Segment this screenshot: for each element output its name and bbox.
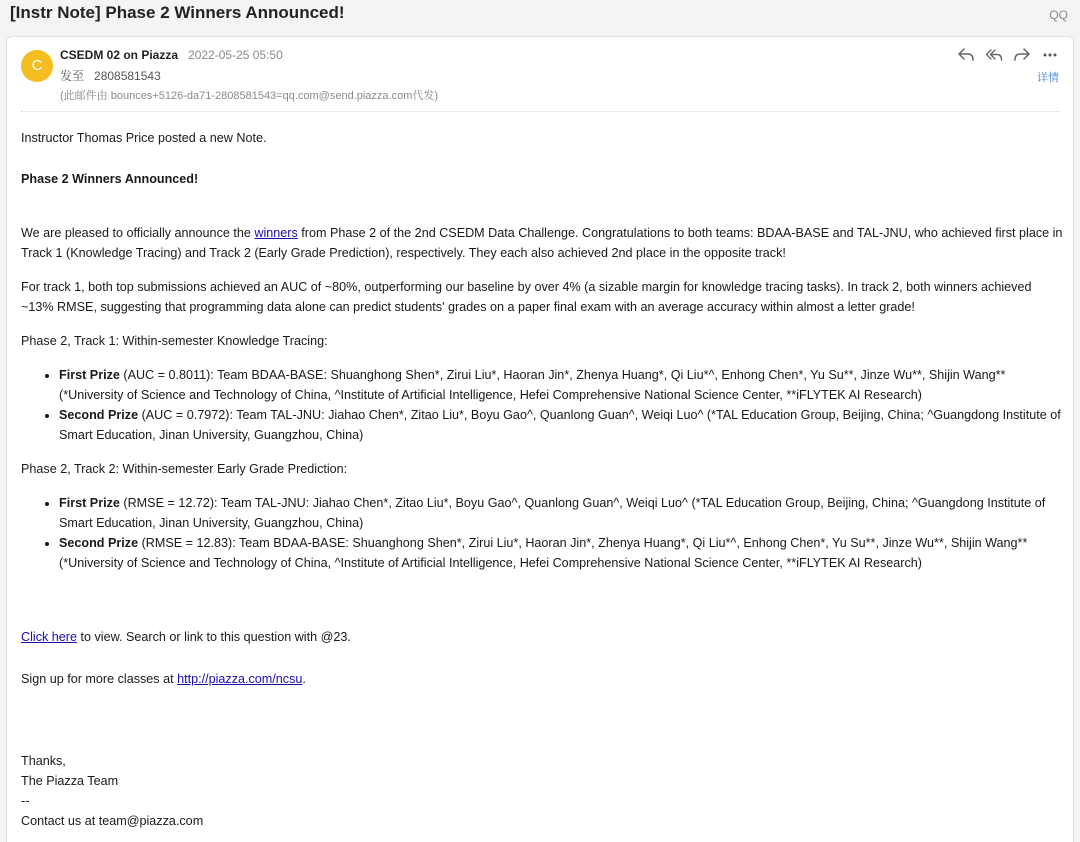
subject-bar bbox=[0, 0, 1080, 34]
contact-line: Contact us at team@piazza.com bbox=[21, 814, 204, 828]
list-item: • First Prize (RMSE = 12.72): Team TAL-JNU: Jiahao Chen*, Zitao Liu*, Boyu Gao^, Quanlong Guan^, Weiqi Luo^ (*TAL Education Group, Beijing, China; ^Guangdong Institute of Smart Education, Jinan University, Guangzhou, China) bbox=[59, 493, 1063, 533]
recipient-label: 发至 bbox=[60, 69, 85, 83]
announcement-paragraph: We are pleased to officially announce the winners from Phase 2 of the 2nd CSEDM Data Challenge. Congratulations to both teams: BDAA-BASE and TAL-JNU, who achieved first place in Track 1 (Knowledge Tracing) and Track 2 (Early Grade Prediction), respectively. They each also achieved 2nd place in the opposite track! bbox=[21, 226, 1063, 260]
more-icon[interactable] bbox=[1041, 47, 1059, 63]
signup-line: Sign up for more classes at http://piazza.com/ncsu. bbox=[21, 672, 306, 686]
sender-name[interactable]: CSEDM 02 on Piazza bbox=[60, 48, 179, 62]
message-actions bbox=[957, 47, 1059, 63]
details-link[interactable]: 详情 bbox=[1037, 72, 1059, 84]
sender-avatar[interactable]: C bbox=[21, 50, 53, 82]
reply-all-icon[interactable] bbox=[985, 47, 1003, 63]
email-subject: [Instr Note] Phase 2 Winners Announced! bbox=[10, 3, 345, 22]
team-line: The Piazza Team bbox=[21, 774, 119, 788]
email-body bbox=[21, 128, 1063, 831]
note-title: Phase 2 Winners Announced! bbox=[21, 172, 199, 186]
track2-list bbox=[21, 493, 1063, 573]
sent-date: 2022-05-25 05:50 bbox=[188, 48, 283, 62]
piazza-ncsu-link[interactable]: http://piazza.com/ncsu bbox=[177, 672, 303, 686]
track2-heading: Phase 2, Track 2: Within-semester Early Grade Prediction: bbox=[21, 462, 348, 476]
track1-list bbox=[21, 365, 1063, 445]
recipient-line bbox=[60, 67, 161, 84]
recipient-value[interactable]: 2808581543 bbox=[94, 69, 161, 83]
reply-icon[interactable] bbox=[957, 47, 975, 63]
list-item: • First Prize (AUC = 0.8011): Team BDAA-BASE: Shuanghong Shen*, Zirui Liu*, Haoran Jin*, Zhenya Huang*, Qi Liu*^, Enhong Chen*, Yu Su**, Jinze Wu**, Shijin Wang** (*University of Science and Technology of China, ^Institute of Artificial Intelligence, Hefei Comprehensive National Science Center, **iFLYTEK AI Research) bbox=[59, 365, 1063, 405]
email-card bbox=[6, 36, 1074, 842]
separator-line: -- bbox=[21, 794, 30, 808]
intro-line: Instructor Thomas Price posted a new Note. bbox=[21, 131, 267, 145]
sent-via-note: (此邮件由 bounces+5126-da71-2808581543=qq.com@send.piazza.com代发) bbox=[60, 90, 439, 102]
sender-line bbox=[60, 48, 283, 62]
client-label: QQ bbox=[1049, 8, 1068, 22]
results-paragraph: For track 1, both top submissions achieved an AUC of ~80%, outperforming our baseline by over 4% (a sizable margin for knowledge tracing tasks). In track 2, both winners achieved ~13% RMSE, suggesting that programming data alone can predict students' grades on a paper final exam with an average accuracy within almost a letter grade! bbox=[21, 280, 1032, 314]
forward-icon[interactable] bbox=[1013, 47, 1031, 63]
winners-link[interactable]: winners bbox=[254, 226, 298, 240]
click-here-link[interactable]: Click here bbox=[21, 630, 77, 644]
view-line: Click here to view. Search or link to this question with @23. bbox=[21, 630, 351, 644]
list-item: • Second Prize (RMSE = 12.83): Team BDAA-BASE: Shuanghong Shen*, Zirui Liu*, Haoran Jin*, Zhenya Huang*, Qi Liu*^, Enhong Chen*, Yu Su**, Jinze Wu**, Shijin Wang** (*University of Science and Technology of China, ^Institute of Artificial Intelligence, Hefei Comprehensive National Science Center, **iFLYTEK AI Research) bbox=[59, 533, 1063, 573]
header-divider bbox=[21, 111, 1059, 112]
thanks-line: Thanks, bbox=[21, 754, 66, 768]
track1-heading: Phase 2, Track 1: Within-semester Knowledge Tracing: bbox=[21, 334, 328, 348]
list-item: • Second Prize (AUC = 0.7972): Team TAL-JNU: Jiahao Chen*, Zitao Liu*, Boyu Gao^, Quanlong Guan^, Weiqi Luo^ (*TAL Education Group, Beijing, China; ^Guangdong Institute of Smart Education, Jinan University, Guangzhou, China) bbox=[59, 405, 1063, 445]
